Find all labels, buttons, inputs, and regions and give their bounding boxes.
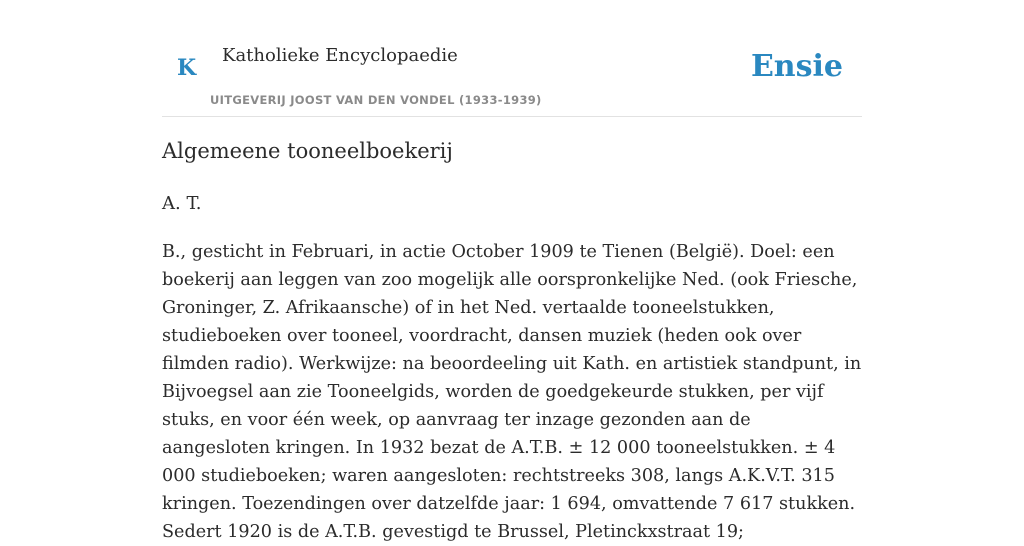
article-body: B., gesticht in Februari, in actie October 1909 te Tienen (België). Doel: een boekerij aan leggen van zoo mogelijk alle oorspronkelijke Ned. (ook Friesche, Groninger, Z. Afrikaansche) of in het Ned. vertaalde tooneelstukken, studieboeken over tooneel, voordracht, dansen muziek (heden ook over filmden radio). Werkwijze: na beoordeeling uit Kath. en artistiek standpunt, in Bijvoegsel aan zie Tooneelgids, worden de goedgekeurde stukken, per vijf stuks, en voor één week, op aanvraag ter inzage gezonden aan de aangesloten kringen. In 1932 bezat de A.T.B. ± 12 000 tooneelstukken. ± 4 000 studieboeken; waren aangesloten: rechtstreeks 308, langs A.K.V.T. 315 kringen. Toezendingen over datzelfde jaar: 1 694, omvattende 7 617 stukken. Sedert 1920 is de A.T.B. gevestigd te Brussel, Pletinckxstraat 19; bbox=[162, 242, 862, 542]
site-header bbox=[162, 0, 862, 117]
site-logo[interactable]: K bbox=[177, 55, 197, 81]
site-title[interactable]: Katholieke Encyclopaedie bbox=[222, 45, 458, 66]
brand-logo[interactable]: Ensie bbox=[750, 49, 843, 84]
site-subtitle: UITGEVERIJ JOOST VAN DEN VONDEL (1933-1939) bbox=[210, 93, 542, 107]
page-container bbox=[162, 0, 862, 542]
article-title: Algemeene tooneelboekerij bbox=[162, 139, 453, 163]
article-author: A. T. bbox=[162, 193, 202, 214]
